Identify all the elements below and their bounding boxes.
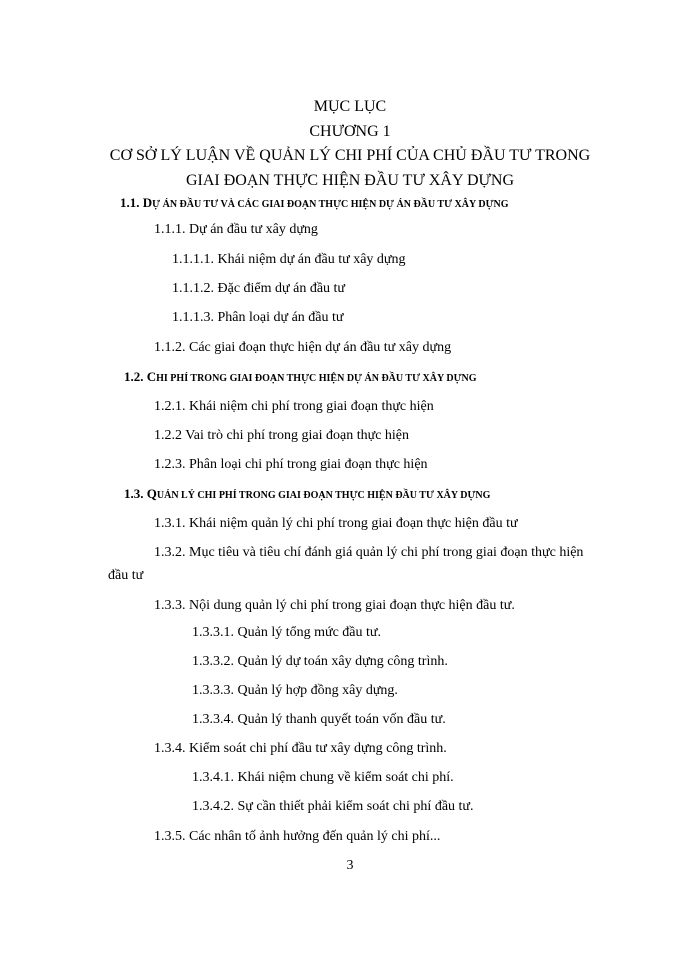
section-title: UẢN LÝ CHI PHÍ TRONG GIAI ĐOẠN THỰC HIỆN ĐẦU TƯ XÂY DỰNG [156,490,491,501]
toc-item-1-1-1[interactable]: 1.1.1. Dự án đầu tư xây dựng [154,222,318,237]
toc-item-1-3-4-1[interactable]: 1.3.4.1. Khái niệm chung về kiểm soát chi phí. [192,770,454,785]
toc-item-1-1-2[interactable]: 1.1.2. Các giai đoạn thực hiện dự án đầu tư xây dựng [154,340,452,355]
toc-item-1-3-3-3[interactable]: 1.3.3.3. Quản lý hợp đồng xây dựng. [192,683,398,698]
toc-section-1-2[interactable] [124,368,477,388]
section-title: Ự ÁN ĐẦU TƯ VÀ CÁC GIAI ĐOẠN THỰC HIỆN DỰ ÁN ĐẦU TƯ XÂY DỰNG [152,199,509,210]
toc-item-1-3-4-2[interactable]: 1.3.4.2. Sự cần thiết phải kiểm soát chi phí đầu tư. [192,799,474,814]
toc-item-1-3-5[interactable]: 1.3.5. Các nhân tố ảnh hưởng đến quản lý chi phí... [154,829,441,844]
toc-item-1-2-2[interactable]: 1.2.2 Vai trò chi phí trong giai đoạn thực hiện [154,428,410,443]
toc-item-1-3-2-line1[interactable]: 1.3.2. Mục tiêu và tiêu chí đánh giá quản lý chi phí trong giai đoạn thực hiện [154,545,584,560]
section-title: HI PHÍ TRONG GIAI ĐOẠN THỰC HIỆN DỰ ÁN ĐẦU TƯ XÂY DỰNG [156,373,477,384]
chapter-heading: CHƯƠNG 1 [309,123,391,140]
page-number: 3 [346,858,354,873]
chapter-title-line2: GIAI ĐOẠN THỰC HIỆN ĐẦU TƯ XÂY DỰNG [185,172,515,189]
toc-item-1-3-2-line2[interactable]: đầu tư [108,568,144,583]
toc-item-1-1-1-1[interactable]: 1.1.1.1. Khái niệm dự án đầu tư xây dựng [172,252,406,267]
toc-item-1-1-1-2[interactable]: 1.1.1.2. Đặc điểm dự án đầu tư [172,281,346,296]
toc-title: MỤC LỤC [313,98,387,115]
toc-item-1-3-3[interactable]: 1.3.3. Nội dung quản lý chi phí trong giai đoạn thực hiện đầu tư. [154,598,515,613]
toc-item-1-3-1[interactable]: 1.3.1. Khái niệm quản lý chi phí trong giai đoạn thực hiện đầu tư [154,516,518,531]
toc-item-1-1-1-3[interactable]: 1.1.1.3. Phân loại dự án đầu tư [172,310,344,325]
toc-item-1-3-3-4[interactable]: 1.3.3.4. Quản lý thanh quyết toán vốn đầu tư. [192,712,446,727]
toc-item-1-3-3-2[interactable]: 1.3.3.2. Quản lý dự toán xây dựng công trình. [192,654,448,669]
section-number: 1.2. C [124,369,157,384]
toc-item-1-2-1[interactable]: 1.2.1. Khái niệm chi phí trong giai đoạn thực hiện [154,399,434,414]
toc-section-1-3[interactable] [124,485,490,505]
section-number: 1.3. Q [124,486,157,501]
section-number: 1.1. D [120,195,153,210]
toc-item-1-2-3[interactable]: 1.2.3. Phân loại chi phí trong giai đoạn thực hiện [154,457,428,472]
toc-item-1-3-4[interactable]: 1.3.4. Kiểm soát chi phí đầu tư xây dựng công trình. [154,741,447,756]
toc-section-1-1[interactable] [120,194,509,214]
chapter-title-line1: CƠ SỞ LÝ LUẬN VỀ QUẢN LÝ CHI PHÍ CỦA CHỦ ĐẦU TƯ TRONG [109,147,591,164]
toc-item-1-3-3-1[interactable]: 1.3.3.1. Quản lý tổng mức đầu tư. [192,625,381,640]
